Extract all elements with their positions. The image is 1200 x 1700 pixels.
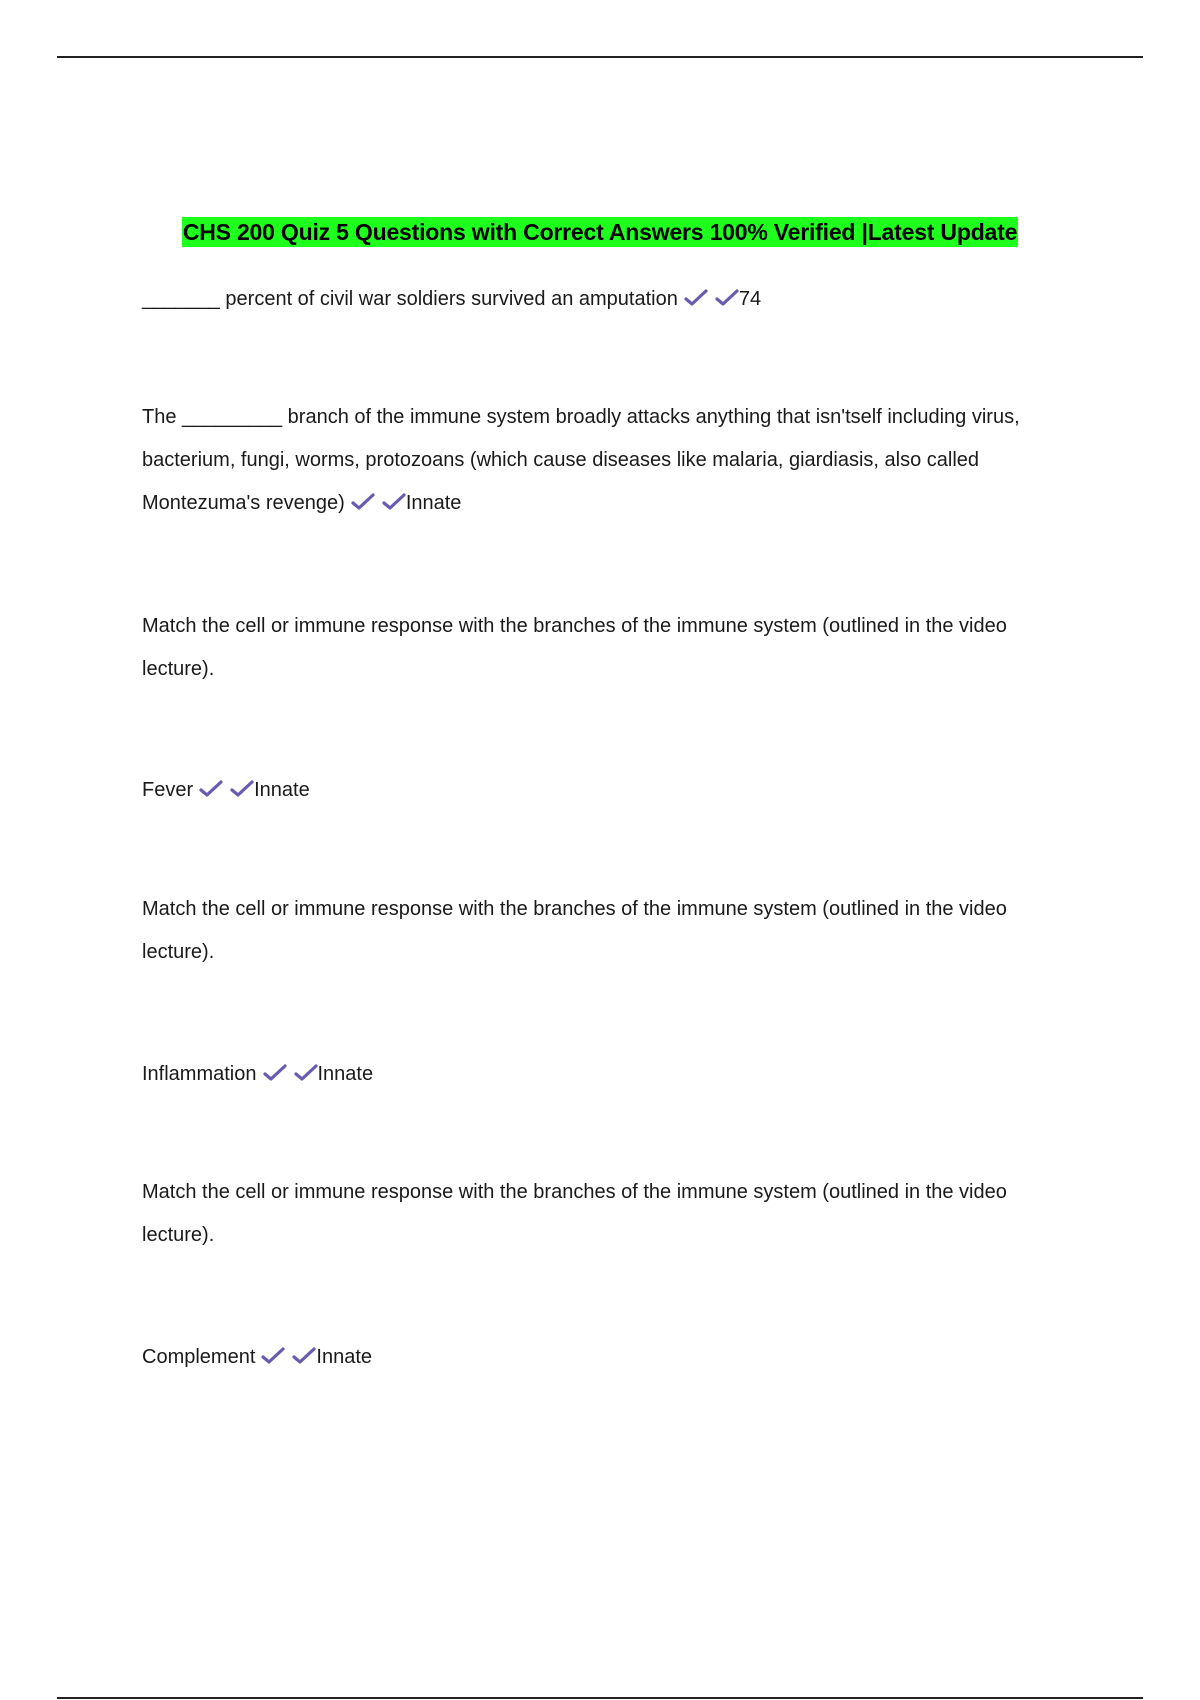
checkmark-icon — [199, 779, 223, 799]
answer-text: Innate — [405, 492, 462, 514]
title-block — [0, 217, 1200, 247]
question-text: Inflammation — [142, 1063, 257, 1085]
checkmark-icon — [292, 1346, 316, 1366]
question-text: Match the cell or immune response with the branches of the immune system (outlined in the video lecture). — [142, 898, 1007, 963]
answer-text: 74 — [738, 288, 762, 310]
question-item — [142, 605, 1042, 691]
question-text: Complement — [142, 1346, 256, 1368]
question-item — [142, 1053, 1042, 1096]
checkmark-icon — [715, 288, 739, 308]
answer-text: Innate — [316, 1346, 372, 1368]
question-item — [142, 278, 1042, 321]
checkmark-icon — [263, 1063, 287, 1083]
answer-checks — [351, 492, 406, 514]
question-text: _______ percent of civil war soldiers survived an amputation — [142, 288, 678, 310]
footer-rule — [57, 1697, 1143, 1699]
question-item — [142, 769, 1042, 812]
checkmark-icon — [684, 288, 708, 308]
checkmark-icon — [351, 492, 375, 512]
question-text: Match the cell or immune response with the branches of the immune system (outlined in the video lecture). — [142, 615, 1007, 680]
checkmark-icon — [261, 1346, 285, 1366]
answer-text: Innate — [254, 779, 310, 801]
answer-checks — [261, 1346, 316, 1368]
checkmark-icon — [230, 779, 254, 799]
checkmark-icon — [382, 492, 406, 512]
question-item — [142, 888, 1042, 974]
answer-checks — [684, 288, 739, 310]
checkmark-icon — [294, 1063, 318, 1083]
answer-checks — [199, 779, 254, 801]
document-title: CHS 200 Quiz 5 Questions with Correct Answers 100% Verified |Latest Update — [182, 219, 1018, 245]
question-item — [142, 396, 1042, 525]
question-text: The _________ branch of the immune system broadly attacks anything that isn'tself including virus, bacterium, fungi, worms, protozoans (which cause diseases like malaria, giardiasis, also called Montezuma's revenge) — [142, 406, 1020, 514]
question-item — [142, 1336, 1042, 1379]
question-text: Fever — [142, 779, 194, 801]
question-text: Match the cell or immune response with the branches of the immune system (outlined in the video lecture). — [142, 1181, 1007, 1246]
answer-text: Innate — [317, 1063, 374, 1085]
answer-checks — [263, 1063, 318, 1085]
question-item — [142, 1171, 1042, 1257]
header-rule — [57, 56, 1143, 58]
